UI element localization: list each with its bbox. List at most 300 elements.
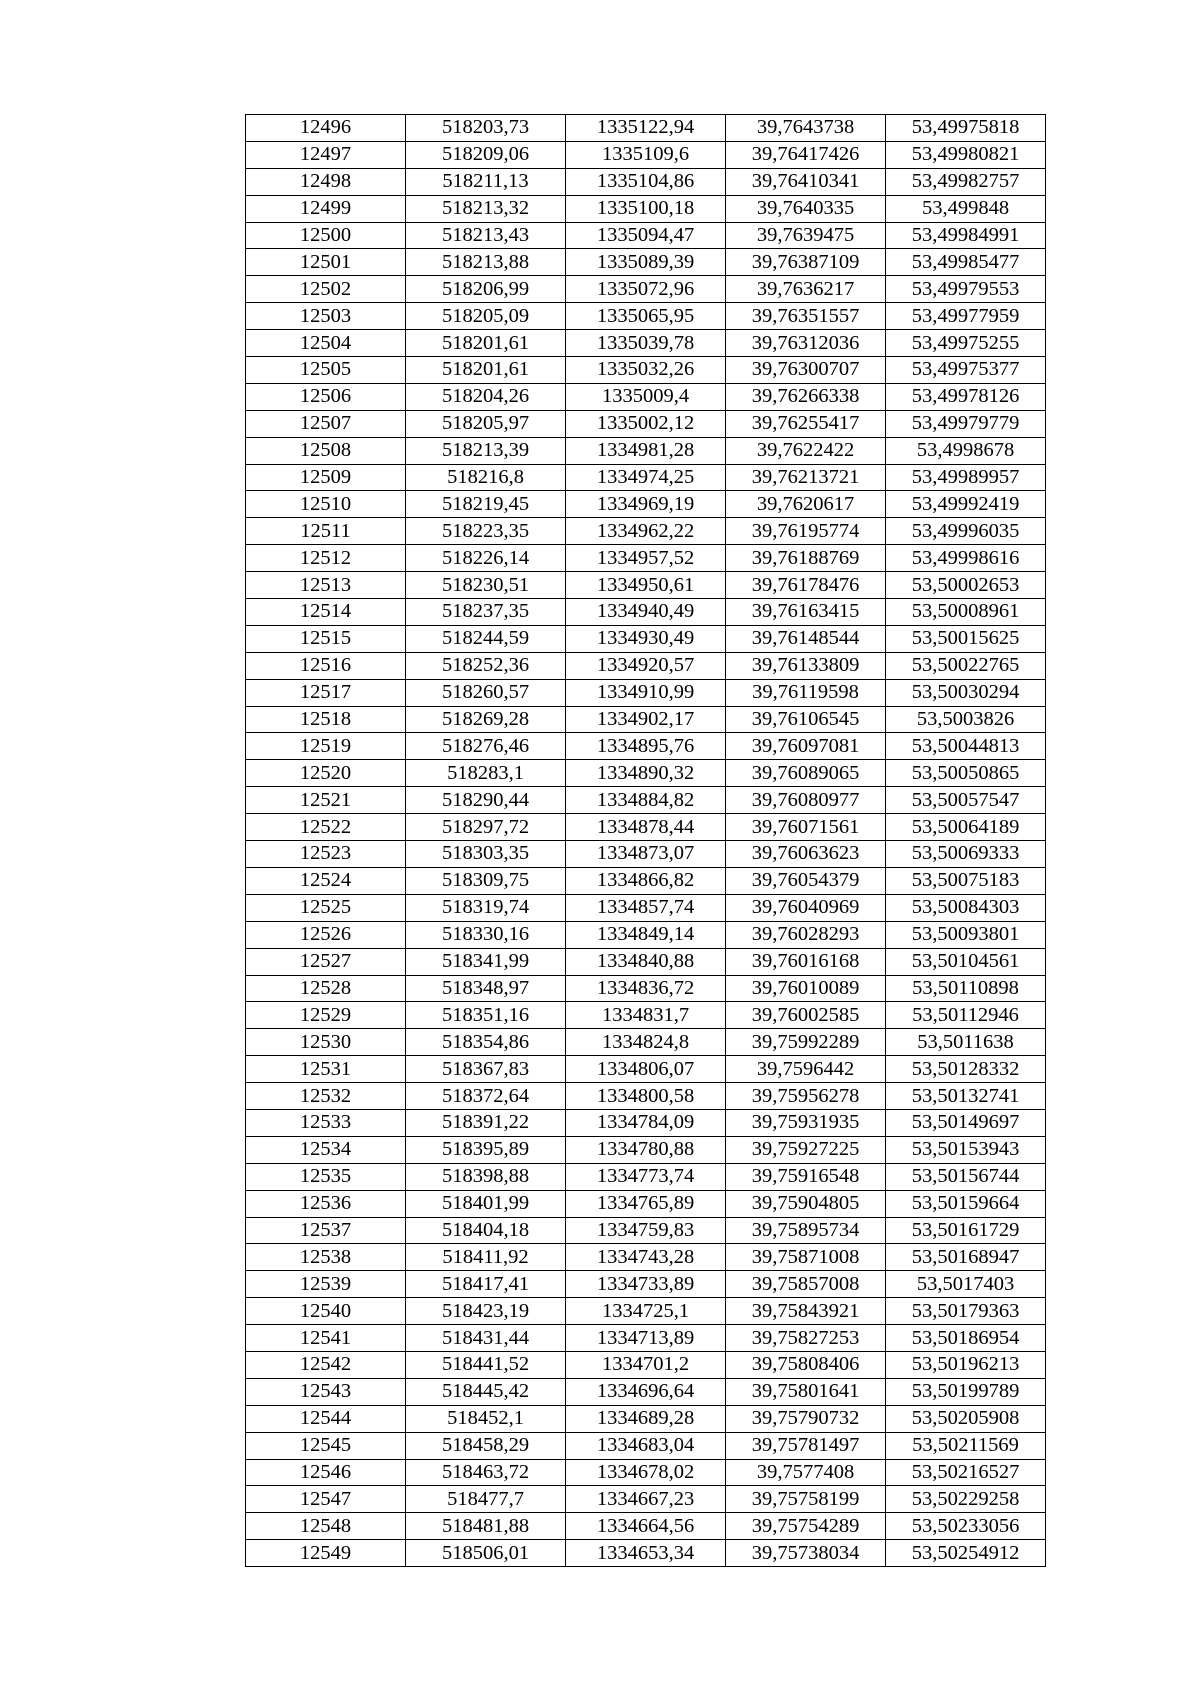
point-number-cell: 12505 bbox=[246, 357, 406, 384]
longitude-cell: 39,75808406 bbox=[726, 1351, 886, 1378]
table-row bbox=[246, 383, 1046, 410]
y-coordinate-cell: 1334974,25 bbox=[566, 464, 726, 491]
point-number-cell: 12543 bbox=[246, 1378, 406, 1405]
y-coordinate-cell: 1334773,74 bbox=[566, 1163, 726, 1190]
point-number-cell: 12513 bbox=[246, 572, 406, 599]
latitude-cell: 53,50149697 bbox=[886, 1109, 1046, 1136]
latitude-cell: 53,499848 bbox=[886, 195, 1046, 222]
point-number-cell: 12531 bbox=[246, 1056, 406, 1083]
y-coordinate-cell: 1335032,26 bbox=[566, 357, 726, 384]
longitude-cell: 39,76255417 bbox=[726, 410, 886, 437]
x-coordinate-cell: 518244,59 bbox=[406, 625, 566, 652]
longitude-cell: 39,75754289 bbox=[726, 1513, 886, 1540]
x-coordinate-cell: 518458,29 bbox=[406, 1432, 566, 1459]
y-coordinate-cell: 1334678,02 bbox=[566, 1459, 726, 1486]
x-coordinate-cell: 518330,16 bbox=[406, 921, 566, 948]
point-number-cell: 12500 bbox=[246, 222, 406, 249]
point-number-cell: 12511 bbox=[246, 518, 406, 545]
latitude-cell: 53,49979553 bbox=[886, 276, 1046, 303]
table-row bbox=[246, 867, 1046, 894]
y-coordinate-cell: 1334683,04 bbox=[566, 1432, 726, 1459]
table-row bbox=[246, 1056, 1046, 1083]
table-row bbox=[246, 222, 1046, 249]
longitude-cell: 39,76163415 bbox=[726, 599, 886, 626]
x-coordinate-cell: 518276,46 bbox=[406, 733, 566, 760]
table-row bbox=[246, 1540, 1046, 1567]
latitude-cell: 53,50199789 bbox=[886, 1378, 1046, 1405]
longitude-cell: 39,75738034 bbox=[726, 1540, 886, 1567]
latitude-cell: 53,50050865 bbox=[886, 760, 1046, 787]
point-number-cell: 12497 bbox=[246, 141, 406, 168]
table-row bbox=[246, 168, 1046, 195]
x-coordinate-cell: 518201,61 bbox=[406, 357, 566, 384]
point-number-cell: 12546 bbox=[246, 1459, 406, 1486]
x-coordinate-cell: 518398,88 bbox=[406, 1163, 566, 1190]
point-number-cell: 12502 bbox=[246, 276, 406, 303]
latitude-cell: 53,50153943 bbox=[886, 1136, 1046, 1163]
longitude-cell: 39,76312036 bbox=[726, 330, 886, 357]
point-number-cell: 12527 bbox=[246, 948, 406, 975]
table-row bbox=[246, 1271, 1046, 1298]
latitude-cell: 53,50057547 bbox=[886, 787, 1046, 814]
x-coordinate-cell: 518213,88 bbox=[406, 249, 566, 276]
y-coordinate-cell: 1334800,58 bbox=[566, 1083, 726, 1110]
point-number-cell: 12519 bbox=[246, 733, 406, 760]
longitude-cell: 39,76010089 bbox=[726, 975, 886, 1002]
longitude-cell: 39,76089065 bbox=[726, 760, 886, 787]
table-row bbox=[246, 706, 1046, 733]
latitude-cell: 53,50030294 bbox=[886, 679, 1046, 706]
latitude-cell: 53,50104561 bbox=[886, 948, 1046, 975]
table-row bbox=[246, 1298, 1046, 1325]
table-row bbox=[246, 1029, 1046, 1056]
y-coordinate-cell: 1334902,17 bbox=[566, 706, 726, 733]
latitude-cell: 53,50064189 bbox=[886, 814, 1046, 841]
point-number-cell: 12499 bbox=[246, 195, 406, 222]
latitude-cell: 53,50084303 bbox=[886, 894, 1046, 921]
table-row bbox=[246, 518, 1046, 545]
point-number-cell: 12520 bbox=[246, 760, 406, 787]
longitude-cell: 39,76410341 bbox=[726, 168, 886, 195]
x-coordinate-cell: 518201,61 bbox=[406, 330, 566, 357]
table-row bbox=[246, 948, 1046, 975]
table-row bbox=[246, 1163, 1046, 1190]
longitude-cell: 39,76071561 bbox=[726, 814, 886, 841]
x-coordinate-cell: 518481,88 bbox=[406, 1513, 566, 1540]
y-coordinate-cell: 1334831,7 bbox=[566, 1002, 726, 1029]
longitude-cell: 39,7636217 bbox=[726, 276, 886, 303]
x-coordinate-cell: 518506,01 bbox=[406, 1540, 566, 1567]
y-coordinate-cell: 1334849,14 bbox=[566, 921, 726, 948]
longitude-cell: 39,75871008 bbox=[726, 1244, 886, 1271]
table-row bbox=[246, 679, 1046, 706]
x-coordinate-cell: 518309,75 bbox=[406, 867, 566, 894]
longitude-cell: 39,76387109 bbox=[726, 249, 886, 276]
table-row bbox=[246, 975, 1046, 1002]
latitude-cell: 53,50229258 bbox=[886, 1486, 1046, 1513]
latitude-cell: 53,49975255 bbox=[886, 330, 1046, 357]
longitude-cell: 39,75827253 bbox=[726, 1325, 886, 1352]
longitude-cell: 39,76097081 bbox=[726, 733, 886, 760]
table-row bbox=[246, 330, 1046, 357]
y-coordinate-cell: 1335094,47 bbox=[566, 222, 726, 249]
longitude-cell: 39,75992289 bbox=[726, 1029, 886, 1056]
x-coordinate-cell: 518219,45 bbox=[406, 491, 566, 518]
y-coordinate-cell: 1334857,74 bbox=[566, 894, 726, 921]
latitude-cell: 53,50233056 bbox=[886, 1513, 1046, 1540]
x-coordinate-cell: 518203,73 bbox=[406, 115, 566, 142]
point-number-cell: 12503 bbox=[246, 303, 406, 330]
x-coordinate-cell: 518213,32 bbox=[406, 195, 566, 222]
table-row bbox=[246, 276, 1046, 303]
table-row bbox=[246, 410, 1046, 437]
point-number-cell: 12548 bbox=[246, 1513, 406, 1540]
longitude-cell: 39,75916548 bbox=[726, 1163, 886, 1190]
y-coordinate-cell: 1335100,18 bbox=[566, 195, 726, 222]
point-number-cell: 12508 bbox=[246, 437, 406, 464]
latitude-cell: 53,49996035 bbox=[886, 518, 1046, 545]
table-row bbox=[246, 921, 1046, 948]
longitude-cell: 39,76028293 bbox=[726, 921, 886, 948]
longitude-cell: 39,76148544 bbox=[726, 625, 886, 652]
x-coordinate-cell: 518367,83 bbox=[406, 1056, 566, 1083]
x-coordinate-cell: 518205,09 bbox=[406, 303, 566, 330]
point-number-cell: 12528 bbox=[246, 975, 406, 1002]
coordinates-table-body bbox=[246, 115, 1046, 1567]
point-number-cell: 12542 bbox=[246, 1351, 406, 1378]
longitude-cell: 39,76195774 bbox=[726, 518, 886, 545]
y-coordinate-cell: 1334759,83 bbox=[566, 1217, 726, 1244]
x-coordinate-cell: 518411,92 bbox=[406, 1244, 566, 1271]
x-coordinate-cell: 518290,44 bbox=[406, 787, 566, 814]
latitude-cell: 53,50128332 bbox=[886, 1056, 1046, 1083]
point-number-cell: 12496 bbox=[246, 115, 406, 142]
x-coordinate-cell: 518205,97 bbox=[406, 410, 566, 437]
longitude-cell: 39,75895734 bbox=[726, 1217, 886, 1244]
latitude-cell: 53,49992419 bbox=[886, 491, 1046, 518]
point-number-cell: 12518 bbox=[246, 706, 406, 733]
x-coordinate-cell: 518452,1 bbox=[406, 1405, 566, 1432]
point-number-cell: 12517 bbox=[246, 679, 406, 706]
latitude-cell: 53,5003826 bbox=[886, 706, 1046, 733]
latitude-cell: 53,50110898 bbox=[886, 975, 1046, 1002]
latitude-cell: 53,50168947 bbox=[886, 1244, 1046, 1271]
longitude-cell: 39,75781497 bbox=[726, 1432, 886, 1459]
x-coordinate-cell: 518209,06 bbox=[406, 141, 566, 168]
x-coordinate-cell: 518319,74 bbox=[406, 894, 566, 921]
latitude-cell: 53,50159664 bbox=[886, 1190, 1046, 1217]
longitude-cell: 39,76063623 bbox=[726, 841, 886, 868]
point-number-cell: 12523 bbox=[246, 841, 406, 868]
latitude-cell: 53,50093801 bbox=[886, 921, 1046, 948]
longitude-cell: 39,76119598 bbox=[726, 679, 886, 706]
table-row bbox=[246, 787, 1046, 814]
x-coordinate-cell: 518351,16 bbox=[406, 1002, 566, 1029]
point-number-cell: 12549 bbox=[246, 1540, 406, 1567]
latitude-cell: 53,49978126 bbox=[886, 383, 1046, 410]
latitude-cell: 53,49998616 bbox=[886, 545, 1046, 572]
point-number-cell: 12504 bbox=[246, 330, 406, 357]
y-coordinate-cell: 1334930,49 bbox=[566, 625, 726, 652]
y-coordinate-cell: 1335002,12 bbox=[566, 410, 726, 437]
longitude-cell: 39,75931935 bbox=[726, 1109, 886, 1136]
y-coordinate-cell: 1335104,86 bbox=[566, 168, 726, 195]
y-coordinate-cell: 1334910,99 bbox=[566, 679, 726, 706]
table-row bbox=[246, 841, 1046, 868]
table-row bbox=[246, 491, 1046, 518]
y-coordinate-cell: 1334866,82 bbox=[566, 867, 726, 894]
table-row bbox=[246, 760, 1046, 787]
point-number-cell: 12540 bbox=[246, 1298, 406, 1325]
y-coordinate-cell: 1334895,76 bbox=[566, 733, 726, 760]
y-coordinate-cell: 1334725,1 bbox=[566, 1298, 726, 1325]
point-number-cell: 12516 bbox=[246, 652, 406, 679]
point-number-cell: 12541 bbox=[246, 1325, 406, 1352]
y-coordinate-cell: 1335009,4 bbox=[566, 383, 726, 410]
latitude-cell: 53,50211569 bbox=[886, 1432, 1046, 1459]
latitude-cell: 53,50008961 bbox=[886, 599, 1046, 626]
table-row bbox=[246, 652, 1046, 679]
x-coordinate-cell: 518206,99 bbox=[406, 276, 566, 303]
longitude-cell: 39,76188769 bbox=[726, 545, 886, 572]
table-row bbox=[246, 1432, 1046, 1459]
point-number-cell: 12536 bbox=[246, 1190, 406, 1217]
y-coordinate-cell: 1335089,39 bbox=[566, 249, 726, 276]
point-number-cell: 12506 bbox=[246, 383, 406, 410]
point-number-cell: 12510 bbox=[246, 491, 406, 518]
point-number-cell: 12522 bbox=[246, 814, 406, 841]
longitude-cell: 39,76351557 bbox=[726, 303, 886, 330]
x-coordinate-cell: 518341,99 bbox=[406, 948, 566, 975]
longitude-cell: 39,75956278 bbox=[726, 1083, 886, 1110]
point-number-cell: 12532 bbox=[246, 1083, 406, 1110]
table-row bbox=[246, 1351, 1046, 1378]
table-row bbox=[246, 572, 1046, 599]
x-coordinate-cell: 518252,36 bbox=[406, 652, 566, 679]
table-row bbox=[246, 625, 1046, 652]
table-row bbox=[246, 599, 1046, 626]
point-number-cell: 12529 bbox=[246, 1002, 406, 1029]
y-coordinate-cell: 1334969,19 bbox=[566, 491, 726, 518]
table-row bbox=[246, 1378, 1046, 1405]
table-row bbox=[246, 894, 1046, 921]
point-number-cell: 12530 bbox=[246, 1029, 406, 1056]
table-row bbox=[246, 1486, 1046, 1513]
latitude-cell: 53,49984991 bbox=[886, 222, 1046, 249]
longitude-cell: 39,76106545 bbox=[726, 706, 886, 733]
x-coordinate-cell: 518477,7 bbox=[406, 1486, 566, 1513]
y-coordinate-cell: 1334713,89 bbox=[566, 1325, 726, 1352]
longitude-cell: 39,76300707 bbox=[726, 357, 886, 384]
x-coordinate-cell: 518230,51 bbox=[406, 572, 566, 599]
point-number-cell: 12545 bbox=[246, 1432, 406, 1459]
point-number-cell: 12514 bbox=[246, 599, 406, 626]
x-coordinate-cell: 518348,97 bbox=[406, 975, 566, 1002]
longitude-cell: 39,7643738 bbox=[726, 115, 886, 142]
y-coordinate-cell: 1334664,56 bbox=[566, 1513, 726, 1540]
table-row bbox=[246, 1190, 1046, 1217]
y-coordinate-cell: 1335122,94 bbox=[566, 115, 726, 142]
latitude-cell: 53,49977959 bbox=[886, 303, 1046, 330]
table-row bbox=[246, 545, 1046, 572]
table-row bbox=[246, 357, 1046, 384]
table-row bbox=[246, 1109, 1046, 1136]
y-coordinate-cell: 1335072,96 bbox=[566, 276, 726, 303]
x-coordinate-cell: 518417,41 bbox=[406, 1271, 566, 1298]
point-number-cell: 12537 bbox=[246, 1217, 406, 1244]
latitude-cell: 53,50216527 bbox=[886, 1459, 1046, 1486]
longitude-cell: 39,76054379 bbox=[726, 867, 886, 894]
latitude-cell: 53,49975818 bbox=[886, 115, 1046, 142]
longitude-cell: 39,7620617 bbox=[726, 491, 886, 518]
y-coordinate-cell: 1334806,07 bbox=[566, 1056, 726, 1083]
point-number-cell: 12526 bbox=[246, 921, 406, 948]
point-number-cell: 12524 bbox=[246, 867, 406, 894]
y-coordinate-cell: 1334696,64 bbox=[566, 1378, 726, 1405]
table-row bbox=[246, 195, 1046, 222]
point-number-cell: 12539 bbox=[246, 1271, 406, 1298]
longitude-cell: 39,76417426 bbox=[726, 141, 886, 168]
table-row bbox=[246, 1513, 1046, 1540]
latitude-cell: 53,50254912 bbox=[886, 1540, 1046, 1567]
x-coordinate-cell: 518303,35 bbox=[406, 841, 566, 868]
point-number-cell: 12547 bbox=[246, 1486, 406, 1513]
point-number-cell: 12544 bbox=[246, 1405, 406, 1432]
longitude-cell: 39,75758199 bbox=[726, 1486, 886, 1513]
longitude-cell: 39,76133809 bbox=[726, 652, 886, 679]
longitude-cell: 39,75843921 bbox=[726, 1298, 886, 1325]
x-coordinate-cell: 518204,26 bbox=[406, 383, 566, 410]
y-coordinate-cell: 1334884,82 bbox=[566, 787, 726, 814]
latitude-cell: 53,50112946 bbox=[886, 1002, 1046, 1029]
latitude-cell: 53,49980821 bbox=[886, 141, 1046, 168]
point-number-cell: 12507 bbox=[246, 410, 406, 437]
x-coordinate-cell: 518445,42 bbox=[406, 1378, 566, 1405]
y-coordinate-cell: 1334840,88 bbox=[566, 948, 726, 975]
longitude-cell: 39,75801641 bbox=[726, 1378, 886, 1405]
longitude-cell: 39,7577408 bbox=[726, 1459, 886, 1486]
table-row bbox=[246, 1136, 1046, 1163]
x-coordinate-cell: 518431,44 bbox=[406, 1325, 566, 1352]
longitude-cell: 39,76080977 bbox=[726, 787, 886, 814]
latitude-cell: 53,49975377 bbox=[886, 357, 1046, 384]
y-coordinate-cell: 1335065,95 bbox=[566, 303, 726, 330]
y-coordinate-cell: 1334981,28 bbox=[566, 437, 726, 464]
y-coordinate-cell: 1334920,57 bbox=[566, 652, 726, 679]
point-number-cell: 12509 bbox=[246, 464, 406, 491]
longitude-cell: 39,7622422 bbox=[726, 437, 886, 464]
latitude-cell: 53,49985477 bbox=[886, 249, 1046, 276]
x-coordinate-cell: 518297,72 bbox=[406, 814, 566, 841]
latitude-cell: 53,50205908 bbox=[886, 1405, 1046, 1432]
x-coordinate-cell: 518441,52 bbox=[406, 1351, 566, 1378]
table-row bbox=[246, 249, 1046, 276]
x-coordinate-cell: 518213,39 bbox=[406, 437, 566, 464]
latitude-cell: 53,49979779 bbox=[886, 410, 1046, 437]
latitude-cell: 53,50044813 bbox=[886, 733, 1046, 760]
longitude-cell: 39,76178476 bbox=[726, 572, 886, 599]
latitude-cell: 53,50069333 bbox=[886, 841, 1046, 868]
longitude-cell: 39,75904805 bbox=[726, 1190, 886, 1217]
y-coordinate-cell: 1334950,61 bbox=[566, 572, 726, 599]
point-number-cell: 12515 bbox=[246, 625, 406, 652]
x-coordinate-cell: 518223,35 bbox=[406, 518, 566, 545]
x-coordinate-cell: 518463,72 bbox=[406, 1459, 566, 1486]
y-coordinate-cell: 1334878,44 bbox=[566, 814, 726, 841]
table-row bbox=[246, 1325, 1046, 1352]
table-row bbox=[246, 1083, 1046, 1110]
y-coordinate-cell: 1334701,2 bbox=[566, 1351, 726, 1378]
x-coordinate-cell: 518395,89 bbox=[406, 1136, 566, 1163]
y-coordinate-cell: 1334780,88 bbox=[566, 1136, 726, 1163]
y-coordinate-cell: 1334653,34 bbox=[566, 1540, 726, 1567]
y-coordinate-cell: 1334784,09 bbox=[566, 1109, 726, 1136]
y-coordinate-cell: 1334824,8 bbox=[566, 1029, 726, 1056]
table-row bbox=[246, 303, 1046, 330]
longitude-cell: 39,7596442 bbox=[726, 1056, 886, 1083]
x-coordinate-cell: 518216,8 bbox=[406, 464, 566, 491]
x-coordinate-cell: 518211,13 bbox=[406, 168, 566, 195]
longitude-cell: 39,75857008 bbox=[726, 1271, 886, 1298]
latitude-cell: 53,50132741 bbox=[886, 1083, 1046, 1110]
x-coordinate-cell: 518404,18 bbox=[406, 1217, 566, 1244]
y-coordinate-cell: 1334743,28 bbox=[566, 1244, 726, 1271]
x-coordinate-cell: 518237,35 bbox=[406, 599, 566, 626]
table-row bbox=[246, 733, 1046, 760]
table-row bbox=[246, 1002, 1046, 1029]
latitude-cell: 53,50075183 bbox=[886, 867, 1046, 894]
x-coordinate-cell: 518423,19 bbox=[406, 1298, 566, 1325]
latitude-cell: 53,50196213 bbox=[886, 1351, 1046, 1378]
point-number-cell: 12501 bbox=[246, 249, 406, 276]
latitude-cell: 53,50156744 bbox=[886, 1163, 1046, 1190]
latitude-cell: 53,5011638 bbox=[886, 1029, 1046, 1056]
point-number-cell: 12535 bbox=[246, 1163, 406, 1190]
latitude-cell: 53,50002653 bbox=[886, 572, 1046, 599]
y-coordinate-cell: 1334940,49 bbox=[566, 599, 726, 626]
longitude-cell: 39,76040969 bbox=[726, 894, 886, 921]
table-row bbox=[246, 464, 1046, 491]
latitude-cell: 53,50179363 bbox=[886, 1298, 1046, 1325]
longitude-cell: 39,76002585 bbox=[726, 1002, 886, 1029]
x-coordinate-cell: 518401,99 bbox=[406, 1190, 566, 1217]
y-coordinate-cell: 1334765,89 bbox=[566, 1190, 726, 1217]
y-coordinate-cell: 1334836,72 bbox=[566, 975, 726, 1002]
x-coordinate-cell: 518213,43 bbox=[406, 222, 566, 249]
latitude-cell: 53,50015625 bbox=[886, 625, 1046, 652]
longitude-cell: 39,76213721 bbox=[726, 464, 886, 491]
y-coordinate-cell: 1334667,23 bbox=[566, 1486, 726, 1513]
longitude-cell: 39,7640335 bbox=[726, 195, 886, 222]
x-coordinate-cell: 518372,64 bbox=[406, 1083, 566, 1110]
x-coordinate-cell: 518260,57 bbox=[406, 679, 566, 706]
longitude-cell: 39,75927225 bbox=[726, 1136, 886, 1163]
longitude-cell: 39,76016168 bbox=[726, 948, 886, 975]
y-coordinate-cell: 1334957,52 bbox=[566, 545, 726, 572]
point-number-cell: 12521 bbox=[246, 787, 406, 814]
table-row bbox=[246, 115, 1046, 142]
latitude-cell: 53,5017403 bbox=[886, 1271, 1046, 1298]
table-row bbox=[246, 1244, 1046, 1271]
table-row bbox=[246, 437, 1046, 464]
x-coordinate-cell: 518226,14 bbox=[406, 545, 566, 572]
y-coordinate-cell: 1334873,07 bbox=[566, 841, 726, 868]
x-coordinate-cell: 518391,22 bbox=[406, 1109, 566, 1136]
y-coordinate-cell: 1334890,32 bbox=[566, 760, 726, 787]
point-number-cell: 12534 bbox=[246, 1136, 406, 1163]
point-number-cell: 12525 bbox=[246, 894, 406, 921]
y-coordinate-cell: 1335039,78 bbox=[566, 330, 726, 357]
